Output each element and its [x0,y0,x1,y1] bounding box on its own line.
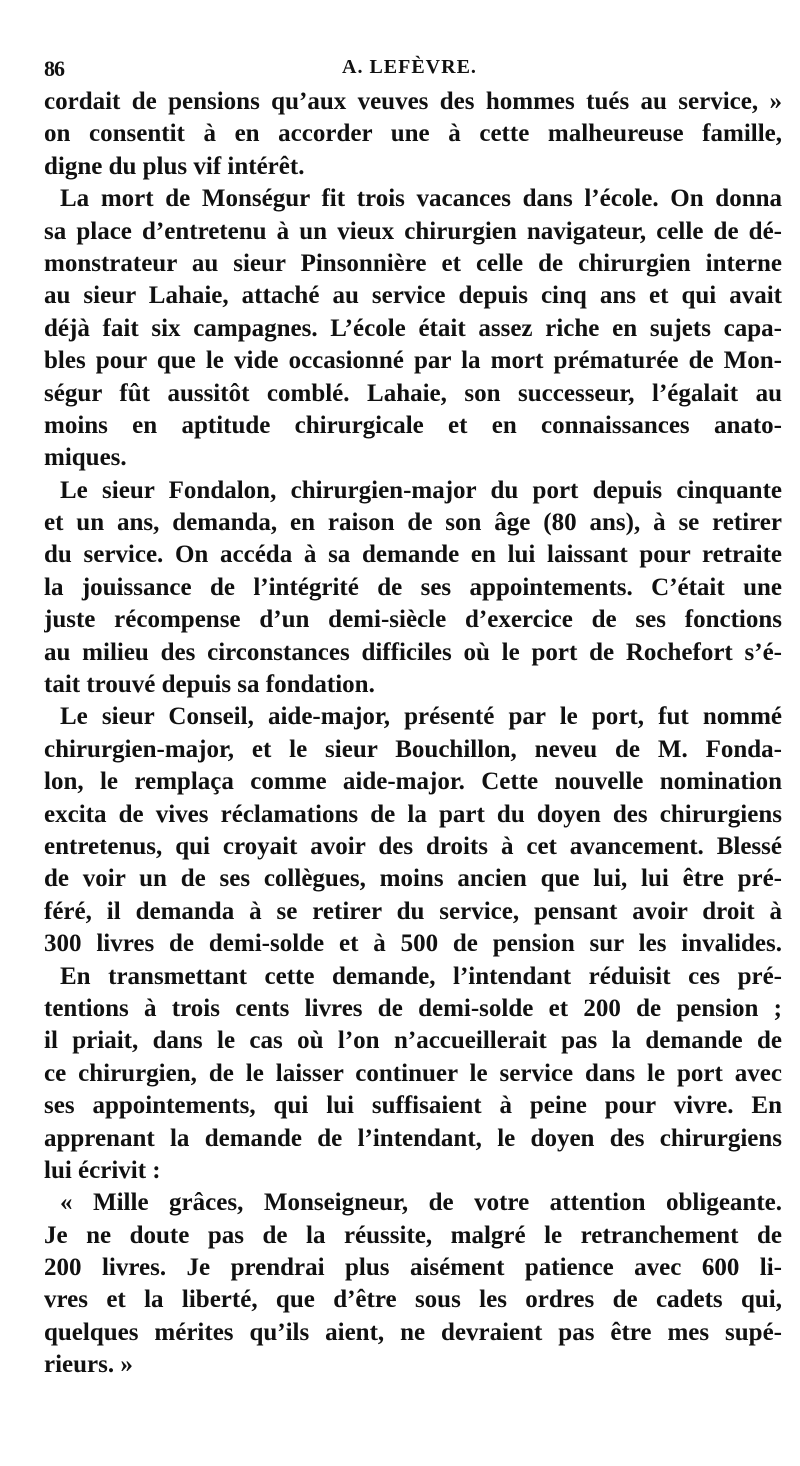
text-line: lui écrivit : [44,1156,161,1184]
body-text [44,86,782,1382]
text-line: sa place d’entretenu à un vieux chirurgien navigateur, celle de dé- [44,217,782,245]
text-line: ce chirurgien, de le laisser continuer le service dans le port avec [44,1059,782,1087]
text-line: on consentit à en accorder une à cette malheureuse famille, [44,120,782,148]
text-line: vres et la liberté, que d’être sous les ordres de cadets qui, [44,1286,782,1314]
text-line: au sieur Lahaie, attaché au service depuis cinq ans et qui avait [44,282,782,310]
text-line: au milieu des circonstances difficiles où le port de Rochefort s’é- [44,638,782,666]
text-line: la jouissance de l’intégrité de ses appointements. C’était une [44,573,782,601]
running-title: A. LEFÈVRE. [342,56,477,78]
text-line: bles pour que le vide occasionné par la mort prématurée de Mon- [44,347,782,375]
text-line: apprenant la demande de l’intendant, le doyen des chirurgiens [44,1124,782,1152]
text-line: La mort de Monségur fit trois vacances dans l’école. On donna [60,185,782,213]
text-line: excita de vives réclamations de la part du doyen des chirurgiens [44,800,782,828]
page-number: 86 [44,56,64,81]
text-line: rieurs. » [44,1351,133,1379]
text-line: En transmettant cette demande, l’intendant réduisit ces pré- [60,962,782,990]
text-line: déjà fait six campagnes. L’école était assez riche en sujets capa- [44,314,782,342]
text-line: Je ne doute pas de la réussite, malgré le retranchement de [44,1221,782,1249]
text-line: de voir un de ses collègues, moins ancien que lui, lui être pré- [44,865,782,893]
text-line: 300 livres de demi-solde et à 500 de pension sur les invalides. [44,930,782,958]
text-line: et un ans, demanda, en raison de son âge (80 ans), à se retirer [44,509,782,537]
text-line: du service. On accéda à sa demande en lui laissant pour retraite [44,541,782,569]
text-line: miques. [44,444,127,472]
text-line: cordait de pensions qu’aux veuves des hommes tués au service, » [44,88,782,115]
text-line: ses appointements, qui lui suffisaient à peine pour vivre. En [44,1092,782,1120]
running-head [44,56,784,86]
text-line: « Mille grâces, Monseigneur, de votre attention obligeante. [60,1189,782,1217]
text-line: tait trouvé depuis sa fondation. [44,671,375,699]
text-line: il priait, dans le cas où l’on n’accueillerait pas la demande de [44,1027,782,1055]
text-line: moins en aptitude chirurgicale et en connaissances anato- [44,411,782,439]
text-line: digne du plus vif intérêt. [44,152,305,180]
text-line: féré, il demanda à se retirer du service, pensant avoir droit à [44,897,782,925]
text-line: quelques mérites qu’ils aient, ne devraient pas être mes supé- [44,1318,782,1346]
text-line: monstrateur au sieur Pinsonnière et celle de chirurgien interne [44,249,782,277]
text-line: entretenus, qui croyait avoir des droits à cet avancement. Blessé [44,832,782,860]
text-line: Le sieur Fondalon, chirurgien-major du port depuis cinquante [60,476,782,504]
text-line: Le sieur Conseil, aide-major, présenté par le port, fut nommé [60,703,782,731]
text-line: tentions à trois cents livres de demi-solde et 200 de pension ; [44,994,782,1022]
text-line: 200 livres. Je prendrai plus aisément patience avec 600 li- [44,1254,782,1282]
text-line: chirurgien-major, et le sieur Bouchillon, neveu de M. Fonda- [44,735,782,763]
text-line: lon, le remplaça comme aide-major. Cette nouvelle nomination [44,768,782,796]
text-line: ségur fût aussitôt comblé. Lahaie, son successeur, l’égalait au [44,379,782,407]
text-line: juste récompense d’un demi-siècle d’exercice de ses fonctions [44,606,782,634]
